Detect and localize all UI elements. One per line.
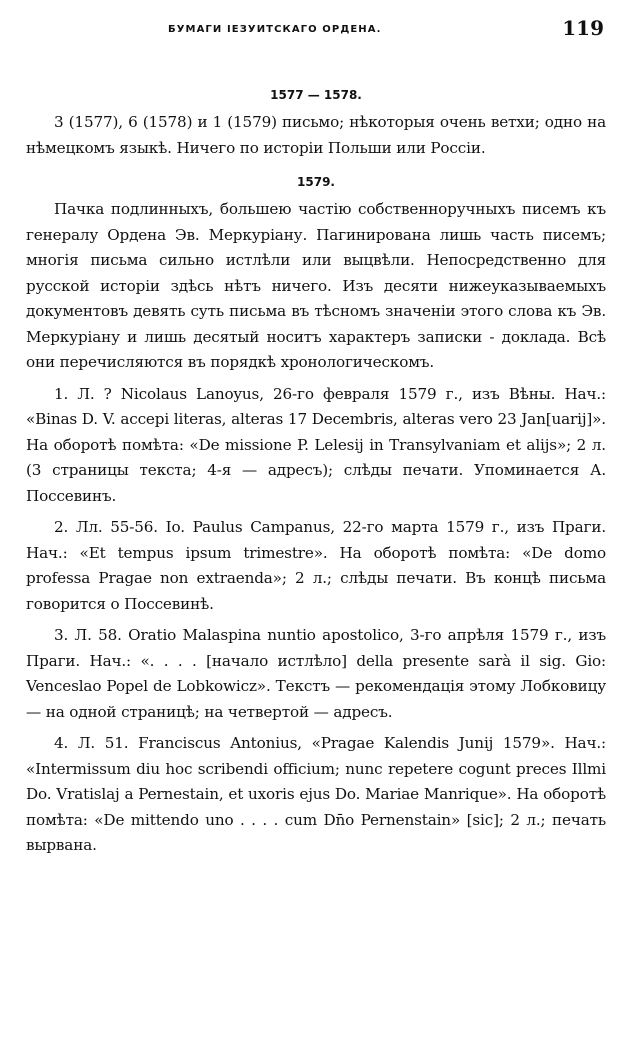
entry-item: 4. Л. 51. Franciscus Antonius, «Pragae Kalendis Junij 1579». Нач.: «Intermissum diu hoc scribendi officium; nunc repetere cogunt preces Illmi Do. Vratislaj a Pernestain, et uxoris ejus Do. Mariae Manrique». На оборотѣ помѣта: «De mittendo uno . . . . cum Dn̄o Pernenstain» [sic]; 2 л.; печать вырвана. xyxy=(26,734,606,854)
section-heading-1577: 1577 — 1578. xyxy=(270,88,362,102)
section-intro-1579: Пачка подлинныхъ, большею частію собственноручныхъ писемъ къ генералу Ордена Эв. Меркуріану. Пагинирована лишь часть писемъ; многія письма сильно истлѣли или выцвѣли. Непосредственно для русской исторіи здѣсь нѣтъ ничего. Изъ десяти нижеуказываемыхъ документовъ девять суть письма въ тѣсномъ значеніи этого слова къ Эв. Меркуріану и лишь десятый носитъ характеръ записки - доклада. Всѣ они перечисляются въ порядкѣ хронологическомъ. xyxy=(26,200,606,371)
section-text-1577: 3 (1577), 6 (1578) и 1 (1579) письмо; нѣкоторыя очень ветхи; одно на нѣмецкомъ языкѣ. Ничего по исторіи Польши или Россіи. xyxy=(26,113,606,157)
page-body xyxy=(26,88,606,859)
page-number: 119 xyxy=(562,16,604,40)
running-head xyxy=(0,14,620,44)
entry-item: 1. Л. ? Nicolaus Lanoyus, 26-го февраля 1579 г., изъ Вѣны. Нач.: «Binas D. V. accepi literas, alteras 17 Decembris, alteras vero 23 Jan[uarij]». На оборотѣ помѣта: «De missione P. Lelesij in Transylvaniam et alijs»; 2 л. (3 страницы текста; 4-я — адресъ); слѣды печати. Упоминается А. Поссевинъ. xyxy=(26,384,606,505)
entry-item: 2. Лл. 55-56. Io. Paulus Campanus, 22-го марта 1579 г., изъ Праги. Нач.: «Et tempus ipsum trimestre». На оборотѣ помѣта: «De domo professa Pragae non extraenda»; 2 л.; слѣды печати. Въ концѣ письма говорится о Поссевинѣ. xyxy=(26,518,606,613)
running-title: БУМАГИ ІЕЗУИТСКАГО ОРДЕНА. xyxy=(168,24,382,35)
entry-item: 3. Л. 58. Oratio Malaspina nuntio apostolico, 3-го апрѣля 1579 г., изъ Праги. Нач.: «. . . . [начало истлѣло] della presente sarà il sig. Gio: Venceslao Popel de Lobkowicz». Текстъ — рекомендація этому Лобковицу — на одной страницѣ; на четвертой — адресъ. xyxy=(26,626,606,721)
section-heading-1579: 1579. xyxy=(297,175,335,189)
